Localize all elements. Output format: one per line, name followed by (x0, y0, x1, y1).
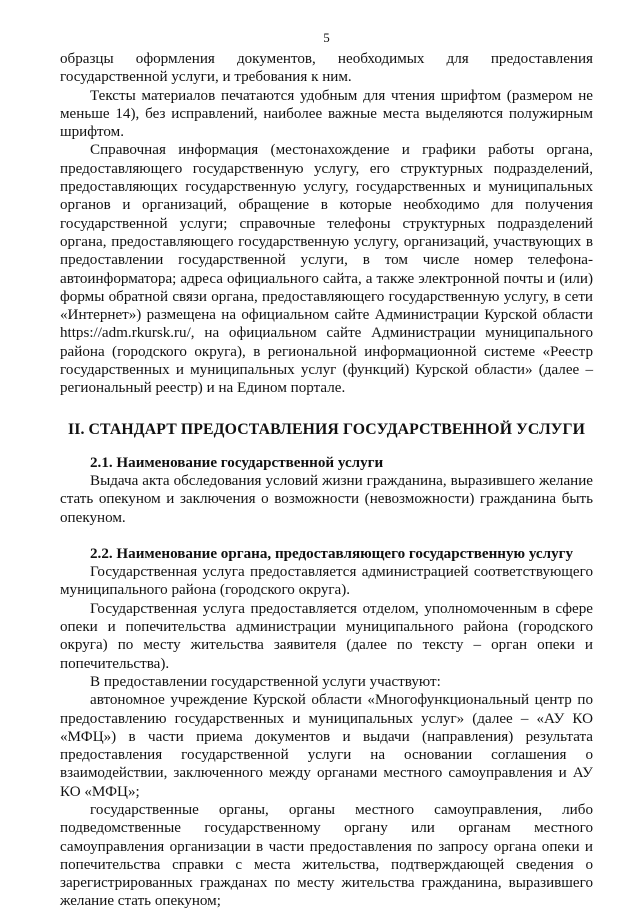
intro-paragraph: Тексты материалов печатаются удобным для чтения шрифтом (размером не меньше 14), без исправлений, наиболее важные места выделяются полужирным шрифтом. (60, 87, 593, 141)
intro-paragraph: образцы оформления документов, необходимых для предоставления государственной услуги, и требования к ним. (60, 51, 593, 86)
body-paragraph: Выдача акта обследования условий жизни гражданина, выразившего желание стать опекуном и заключения о возможности (невозможности) гражданина быть опекуном. (60, 472, 593, 526)
subsection-2-1 (60, 454, 593, 527)
body-paragraph: В предоставлении государственной услуги участвуют: (90, 673, 441, 690)
body-paragraph: Государственная услуга предоставляется отделом, уполномоченным в сфере опеки и попечительства администрации муниципального района (городского округа) по месту жительства заявителя (далее по тексту – орган опеки и попечительства). (60, 600, 593, 672)
body-paragraph: автономное учреждение Курской области «Многофункциональный центр по предоставлению государственных и муниципальных услуг» (далее – «АУ КО «МФЦ») в части приема документов и выдачи (направления) результата предоставления государственной услуги на основании соглашения о взаимодействии, заключенного между органами местного самоуправления и АУ КО «МФЦ»; (60, 692, 593, 800)
intro-block (60, 50, 593, 398)
page-number: 5 (323, 30, 330, 45)
body-paragraph: государственные органы, органы местного самоуправления, либо подведомственные государственному органу или органам местного самоуправления организации в части предоставления по запросу органа опеки и попечительства справки с места жительства, подтверждающей сведения о зарегистрированных гражданах по месту жительства гражданина, выразившего желание стать опекуном; (60, 801, 593, 910)
intro-paragraph: Справочная информация (местонахождение и графики работы органа, предоставляющего государственную услугу, его структурных подразделений, предоставляющих государственную услугу, государственных и муниципальных органов и организаций, обращение в которые необходимо для получения государственной услуги; справочные телефоны структурных подразделений органа, предоставляющего государственную услугу, организаций, участвующих в предоставлении государственной услуги, в том числе номер телефона-автоинформатора; адреса официального сайта, а также электронной почты и (или) формы обратной связи органа, предоставляющего государственную услугу, в сети «Интернет») размещена на официальном сайте Администрации Курской области https://adm.rkursk.ru/, на официальном сайте Администрации муниципального района (городского округа), в региональной информационной системе «Реестр государственных и муниципальных услуг (функций) Курской области» (далее – региональный реестр) и на Едином портале. (60, 142, 593, 397)
subsection-2-2 (60, 545, 593, 911)
body-paragraph: Государственная услуга предоставляется администрацией соответствующего муниципального района (городского округа). (60, 564, 593, 599)
section-title: II. СТАНДАРТ ПРЕДОСТАВЛЕНИЯ ГОСУДАРСТВЕННОЙ УСЛУГИ (67, 420, 586, 438)
subsection-title: 2.1. Наименование государственной услуги (90, 454, 384, 471)
subsection-title: 2.2. Наименование органа, предоставляющего государственную услугу (90, 545, 574, 562)
